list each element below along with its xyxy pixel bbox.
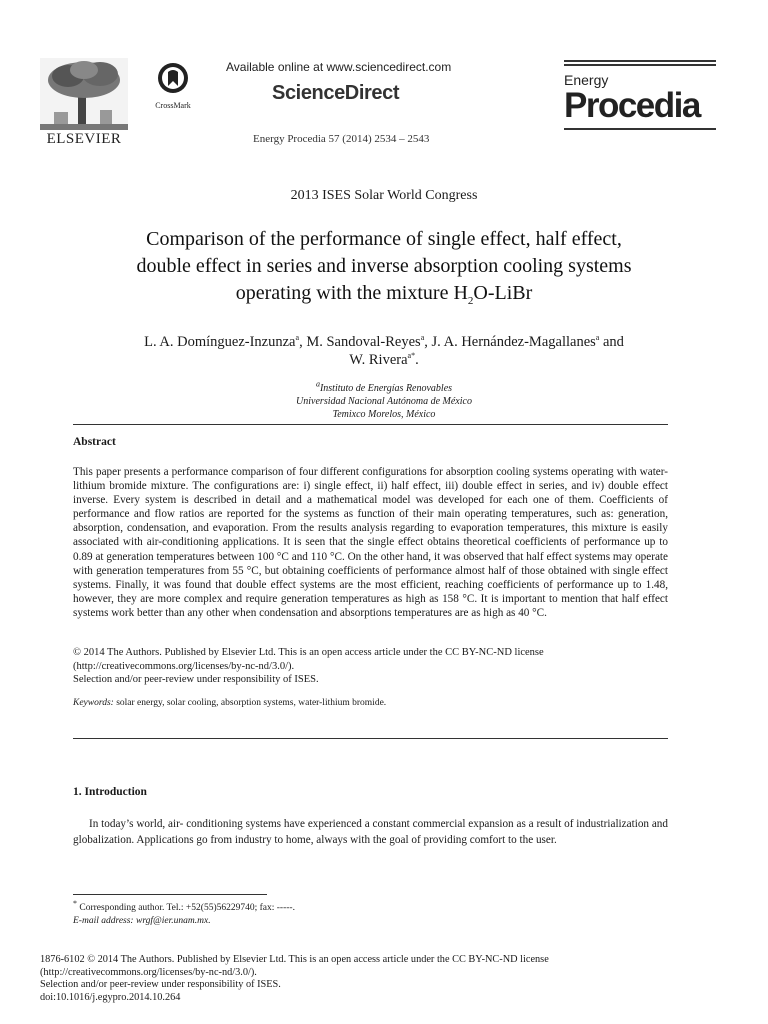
author-2: M. Sandoval-Reyes — [306, 334, 421, 350]
crossmark-icon — [157, 62, 189, 94]
author-1: L. A. Domínguez-Inzunza — [144, 334, 296, 350]
affiliation: $^a$Instituto de Energías Renovables Universidad Nacional Autónoma de México Temixco Morelos, México — [296, 379, 472, 420]
footnote-rule — [73, 894, 267, 895]
sciencedirect-logo: ScienceDirect — [272, 82, 400, 104]
journal-reference: Energy Procedia 57 (2014) 2534 – 2543 — [253, 133, 430, 145]
bottom-license-link[interactable]: (http://creativecommons.org/licenses/by-nc-nd/3.0/). — [40, 966, 257, 978]
keywords: Keywords: solar energy, solar cooling, absorption systems, water-lithium bromide. — [73, 698, 387, 708]
available-online-text: Available online at www.sciencedirect.com — [226, 60, 452, 74]
divider-bottom — [73, 738, 668, 739]
doi[interactable]: doi:10.1016/j.egypro.2014.10.264 — [40, 991, 181, 1003]
abstract-body: This paper presents a performance comparison of four different configurations for absorption cooling systems operating with water-lithium bromide mixture. The configurations are: i) single effect, ii) half effect, iii) double effect in series, and iv) double effect inverse. Every system is described in detail and a mathematical model was developed for each one of them. Coefficients of performance and flow ratios are reported for the systems as function of their main operating temperatures, such as: generation, absorption, condensation, and evaporation. From the results analysis regarding to evaporation temperatures, this mixture is easily associated with air-conditioning applications. It is seen that the single effect obtains theoretical coefficients of performance up to 0.89 at generation temperatures between 100 °C and 110 °C. On the other hand, it was observed that half effect systems may operate with generation temperatures from 55 °C, but obtaining coefficients of performance almost half of those obtained with single effect systems. Finally, it was found that double effect systems are the most efficient, reaching coefficients of performance up to 1.48, however, they are more complex and require generation temperatures as high as 158 °C. It is important to mention that half effect systems work better than any other when condensation and absorptions temperatures are as high as 40 °C. — [73, 466, 668, 619]
crossmark-badge[interactable] — [150, 62, 196, 110]
license-block: © 2014 The Authors. Published by Elsevier Ltd. This is an open access article under the CC BY-NC-ND license (http://creativecommons.org/licenses/by-nc-nd/3.0/). Selection and/or peer-review under responsibility of ISES. — [73, 646, 668, 687]
footnote: * Corresponding author. Tel.: +52(55)56229740; fax: -----. E-mail address: wrgf@ier.unam.mx. — [73, 898, 295, 926]
bottom-license: 1876-6102 © 2014 The Authors. Published by Elsevier Ltd. This is an open access article under the CC BY-NC-ND license (http://creativecommons.org/licenses/by-nc-nd/3.0/). Selection and/or peer-review under responsibility of ISES. doi:10.1016/j.egypro.2014.10.264 — [40, 954, 740, 1004]
title-line-1: Comparison of the performance of single effect, half effect, — [146, 228, 622, 250]
logo-top-lines — [564, 60, 716, 66]
introduction-heading: 1. Introduction — [73, 786, 147, 798]
author-list: L. A. Domínguez-Inzunza$^a$, M. Sandoval-Reyes$^a$, J. A. Hernández-Magallanes$^a$ and W. Rivera$^{a*}$. — [144, 333, 624, 368]
title-line-2: double effect in series and inverse absorption cooling systems — [136, 255, 632, 277]
congress-name: 2013 ISES Solar World Congress — [290, 188, 478, 203]
logo-bottom-line — [564, 128, 716, 130]
introduction-body: In today’s world, air- conditioning systems have experienced a constant commercial expansion as a result of industrialization and globalization. Applications go from industry to home, always with the goal of providing comfort to the user. — [73, 818, 668, 846]
crossmark-label: CrossMark — [155, 101, 191, 110]
logo-procedia-word: Procedia — [564, 86, 700, 125]
paper-title — [60, 226, 708, 307]
divider-top — [73, 424, 668, 425]
author-3: J. A. Hernández-Magallanes — [431, 334, 596, 350]
abstract-heading: Abstract — [73, 436, 116, 448]
author-email[interactable]: wrgf@ier.unam.mx. — [135, 916, 211, 926]
author-4: W. Rivera — [349, 352, 408, 368]
license-link[interactable]: (http://creativecommons.org/licenses/by-nc-nd/3.0/). — [73, 660, 295, 672]
energy-procedia-logo — [564, 60, 716, 130]
logo-energy-word: Energy — [564, 72, 609, 88]
elsevier-wordmark: ELSEVIER — [46, 131, 122, 147]
title-line-3: operating with the mixture $H_2O$-LiBr — [235, 282, 533, 307]
